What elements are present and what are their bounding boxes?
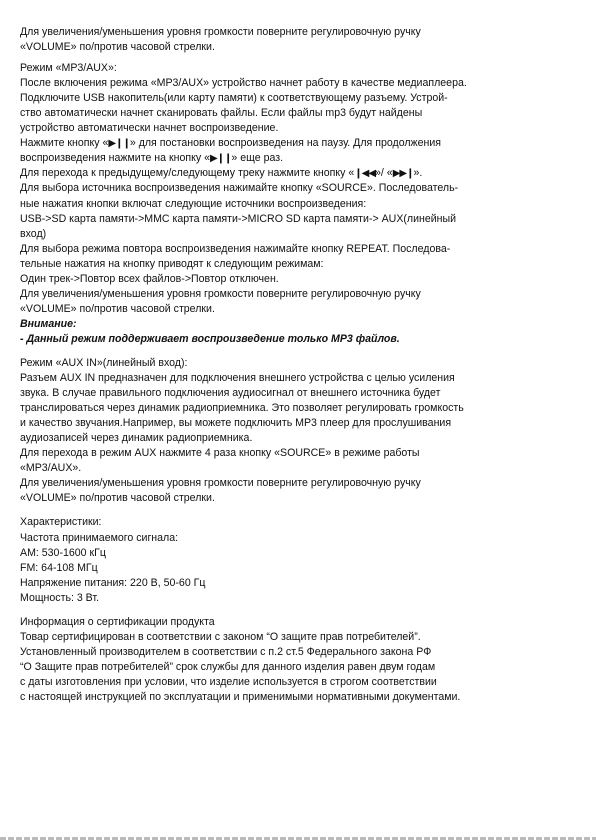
attention-text: - Данный режим поддерживает воспроизведение только MP3 файлов. [20, 332, 400, 345]
text-line: ные нажатия кнопки включат следующие источники воспроизведения: [20, 197, 367, 210]
pause-instruction [20, 136, 580, 151]
text-line: Для выбора источника воспроизведения нажимайте кнопку «SOURCE». Последователь- [20, 182, 459, 195]
text-fragment: Для перехода к предыдущему/следующему треку нажмите кнопку « [20, 167, 355, 180]
text-line: Разъем AUX IN предназначен для подключения внешнего устройства с целью усиления [20, 372, 455, 385]
text-line: Один трек->Повтор всех файлов->Повтор отключен. [20, 272, 279, 285]
mp3-aux-section [20, 61, 580, 347]
text-line: аудиозаписей через динамик радиоприемника. [20, 432, 253, 445]
text-line: Для перехода в режим AUX нажмите 4 раза кнопку «SOURCE» в режиме работы [20, 447, 420, 460]
text-line: звука. В случае правильного подключения аудиосигнал от внешнего источника будет [20, 387, 441, 400]
text-line: Установленный производителем в соответствии с п.2 ст.5 Федерального закона РФ [20, 645, 432, 658]
spec-line: Мощность: 3 Вт. [20, 591, 100, 604]
text-line: “О Защите прав потребителей” срок службы для данного изделия равен двум годам [20, 660, 436, 673]
attention-title: Внимание: [20, 317, 77, 330]
next-track-icon: ▶▶❙ [392, 168, 414, 180]
text-line: транслироваться через динамик радиоприемника. Это позволяет регулировать громкость [20, 402, 464, 415]
specifications-section [20, 515, 580, 605]
text-line: и качество звучания.Например, вы можете подключить MP3 плеер для прослушивания [20, 417, 452, 430]
text-line: «VOLUME» по/против часовой стрелки. [20, 302, 215, 315]
text-fragment: » еще раз. [231, 152, 284, 165]
track-instruction [20, 166, 580, 181]
play-pause-icon: ▶❙❙ [209, 153, 232, 165]
text-line: тельные нажатия на кнопку приводят к следующим режимам: [20, 257, 324, 270]
text-line: Товар сертифицирован в соответствии с законом “О защите прав потребителей”. [20, 630, 421, 643]
text-line: «MP3/AUX». [20, 462, 82, 475]
text-fragment: » для постановки воспроизведения на паузу. Для продолжения [129, 137, 442, 150]
text-line: Для увеличения/уменьшения уровня громкости поверните регулировочную ручку [20, 477, 421, 490]
text-line: «VOLUME» по/против часовой стрелки. [20, 41, 215, 54]
play-pause-icon: ▶❙❙ [108, 138, 130, 150]
previous-track-icon: ❙◀◀ [354, 168, 376, 180]
resume-instruction [20, 151, 580, 166]
volume-instructions-top [20, 25, 580, 55]
section-title-specs: Характеристики: [20, 516, 102, 529]
text-line: с даты изготовления при условии, что изделие используется в строгом соответствии [20, 675, 437, 688]
text-line: с настоящей инструкцией по эксплуатации и применимыми нормативными документами. [20, 690, 461, 703]
aux-in-section [20, 356, 580, 506]
text-line: Для выбора режима повтора воспроизведения нажимайте кнопку REPEAT. Последова- [20, 242, 451, 255]
spec-line: FM: 64-108 МГц [20, 561, 98, 574]
text-line: Для увеличения/уменьшения уровня громкости поверните регулировочную ручку [20, 287, 421, 300]
certification-section [20, 615, 580, 705]
manual-page [20, 25, 580, 705]
text-line: устройство автоматически начнет воспроизведение. [20, 122, 279, 135]
text-line: Для увеличения/уменьшения уровня громкости поверните регулировочную ручку [20, 26, 421, 38]
spec-line: AM: 530-1600 кГц [20, 546, 106, 559]
spec-line: Напряжение питания: 220 В, 50-60 Гц [20, 576, 206, 589]
text-fragment: ». [413, 167, 423, 180]
text-line: ство автоматически начнет сканировать файлы. Если файлы mp3 будут найдены [20, 107, 423, 120]
spec-line: Частота принимаемого сигнала: [20, 531, 179, 544]
text-fragment: Нажмите кнопку « [20, 137, 109, 150]
text-line: После включения режима «MP3/AUX» устройство начнет работу в качестве медиаплеера. [20, 77, 467, 90]
text-line: Подключите USB накопитель(или карту памяти) к соответствующему разъему. Устрой- [20, 92, 448, 105]
text-line: «VOLUME» по/против часовой стрелки. [20, 492, 215, 505]
section-title-mp3: Режим «MP3/AUX»: [20, 62, 117, 75]
text-fragment: воспроизведения нажмите на кнопку « [20, 152, 210, 165]
section-title-cert: Информация о сертификации продукта [20, 615, 215, 628]
text-line: USB->SD карта памяти->MMC карта памяти->MICRO SD карта памяти-> AUX(линейный [20, 212, 457, 225]
text-line: вход) [20, 227, 47, 240]
section-title-aux: Режим «AUX IN»(линейный вход): [20, 356, 188, 369]
text-fragment: »/ « [375, 167, 393, 180]
